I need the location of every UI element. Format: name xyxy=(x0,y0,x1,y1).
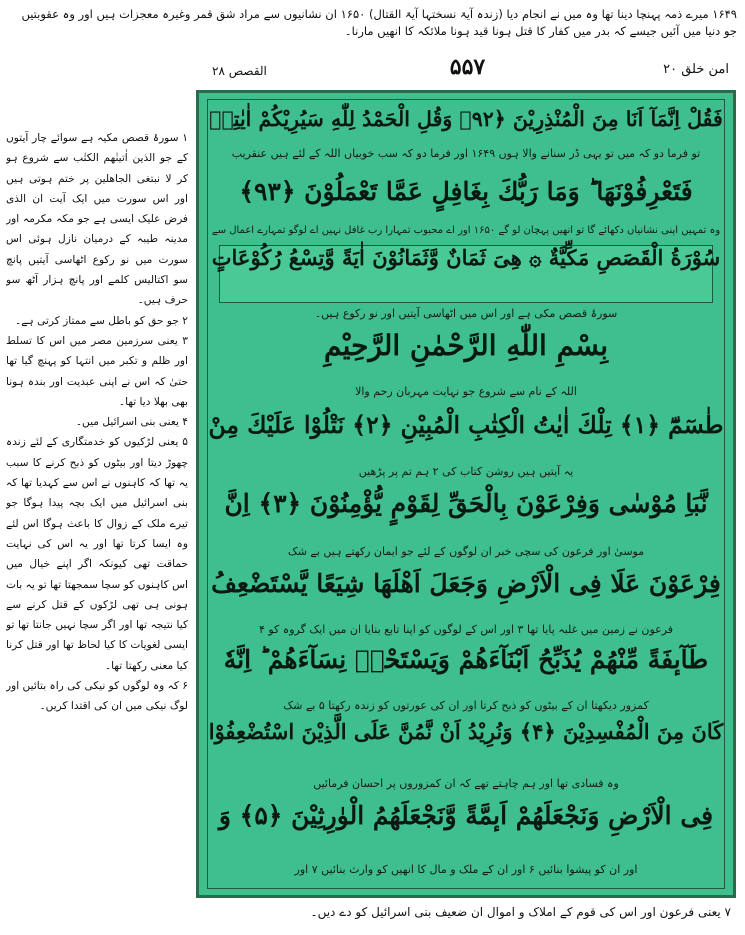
margin-note: ۲ جو حق کو باطل سے ممتاز کرتی ہے۔ xyxy=(15,314,188,327)
surah-title-line: سُوْرَةُ الْقَصَصِ مَكِّیَّةٌ ۞ هِیَ ثَمَانٌ وَّثَمَانُوْنَ اٰیَةً وَّتِسْعُ رُكُوْعَاتٍ xyxy=(211,245,721,270)
margin-commentary xyxy=(6,128,188,908)
top-footnote: ۱۶۴۹ میرے ذمہ پہنچا دینا تھا وہ میں نے انجام دیا (زندہ آیۃ نسختہا آیۃ القتال) ۱۶۵۰ ان نشانیوں سے مراد شق قمر وغیرہ معجزات ہیں اور وہ عقوبتیں جو دنیا میں آئیں جیسے کہ بدر میں کفار کا قتل ہونا قید ہونا ملائکہ کا انھیں مارنا۔ xyxy=(21,7,737,38)
translation-line: سورۂ قصص مکی ہے اور اس میں اٹھاسی آیتیں اور نو رکوع ہیں۔ xyxy=(314,307,618,320)
page-number: ۵۵۷ xyxy=(449,54,486,80)
margin-note: ۶ کہ وہ لوگوں کو نیکی کی راہ بتائیں اور لوگ نیکی میں ان کی اقتدا کریں۔ xyxy=(6,680,188,713)
translation-line: اللہ کے نام سے شروع جو نہایت مہربان رحم والا xyxy=(355,385,577,398)
margin-note: ۴ یعنی بنی اسرائیل میں۔ xyxy=(75,416,188,429)
quran-text-panel xyxy=(196,90,736,898)
translation-line: موسیٰ اور فرعون کی سچی خبر ان لوگوں کے لئے جو ایمان رکھتے ہیں بے شک xyxy=(287,545,645,558)
margin-note: ۱ سورۂ قصص مکیہ ہے سوائے چار آیتوں کے جو الذین اٰتینٰھم الکتٰب سے شروع ہو کر لا نبتغی الجاھلین پر ختم ہوتی ہیں اور اس سورت میں ایک آیت ان الذی فرض علیک ایسی ہے جو مکہ مکرمہ اور مدینہ طیبہ کے درمیان نازل ہوئی اس سورت میں نو رکوع اٹھاسی آیتیں پانچ سو اکتالیس کلمے اور پانچ ہزار آٹھ سو حرف ہیں۔ xyxy=(6,132,188,307)
arabic-line: طَآىٕفَةً مِّنْهُمْ یُذَبِّحُ اَبْنَآءَهُمْ وَیَسْتَحْیٖ نِسَآءَهُمْ ؕ اِنَّهٗ xyxy=(223,645,709,674)
translation-line: تو فرما دو کہ میں تو یہی ڈر سنانے والا ہوں ۱۶۴۹ اور فرما دو کہ سب خوبیاں اللہ کے لئے ہیں عنقریب xyxy=(231,147,701,160)
margin-note: ۵ یعنی لڑکیوں کو خدمتگاری کے لئے زندہ چھوڑ دیتا اور بیٹوں کو ذبح کرنے کا سبب یہ تھا کہ کاہنوں نے اس سے کہدیا تھا کہ بنی اسرائیل میں ایک بچہ پیدا ہوگا جو تیرے ملک کے زوال کا باعث ہوگا اس لئے وہ ایسا کرتا تھا اور یہ اس کی نہایت حماقت تھی کیونکہ اگر اپنے خیال میں اس کاہنوں کو سچا سمجھتا تھا تو یہ بات ہونی ہی تھی لڑکوں کے قتل کرنے سے کیا نتیجہ تھا اور اگر سچا نہیں جانتا تھا تو ایسی لغویات کا کیا لحاظ تھا اور قتل کرنا کیا معنی رکھتا تھا۔ xyxy=(6,436,188,672)
margin-note: ۳ یعنی سرزمین مصر میں اس کا تسلط اور ظلم و تکبر میں انتہا کو پہنچ گیا تھا حتیٰ کہ اس نے اپنی عبدیت اور بندہ ہونا بھی بھلا دیا تھا۔ xyxy=(6,334,188,408)
manzil-label: امن خلق ۲۰ xyxy=(663,62,729,77)
translation-line: اور ان کو پیشوا بنائیں ۶ اور ان کے ملک و مال کا انھیں کو وارث بنائیں ۷ اور xyxy=(294,863,638,876)
arabic-line: فِی الْاَرْضِ وَنَجْعَلَهُمْ اَىٕمَّةً وَّنَجْعَلَهُمُ الْوٰرِثِیْنَ ﴿۵﴾ وَ xyxy=(218,801,714,830)
translation-line: یہ آیتیں ہیں روشن کتاب کی ۲ ہم تم پر پڑھیں xyxy=(358,465,574,478)
arabic-line: فِرْعَوْنَ عَلَا فِی الْاَرْضِ وَجَعَلَ اَهْلَهَا شِیَعًا یَّسْتَضْعِفُ xyxy=(211,569,721,598)
arabic-line: فَتَعْرِفُوْنَهَا ؕ وَمَا رَبُّكَ بِغَافِلٍ عَمَّا تَعْمَلُوْنَ ﴿۹۳﴾ xyxy=(239,177,693,206)
arabic-line: كَانَ مِنَ الْمُفْسِدِیْنَ ﴿۴﴾ وَنُرِیْدُ اَنْ نَّمُنَّ عَلَى الَّذِیْنَ اسْتُضْعِفُوْا xyxy=(208,719,724,744)
surah-label: القصص ۲۸ xyxy=(212,64,267,78)
translation-line: وہ تمہیں اپنی نشانیاں دکھائے گا تو انھیں پہچان لو گے ۱۶۵۰ اور اے محبوب تمہارا رب غافل نہیں اے لوگو تمہارے اعمال سے xyxy=(211,225,721,236)
translation-line: کمزور دیکھتا ان کے بیٹوں کو ذبح کرتا اور ان کی عورتوں کو زندہ رکھتا ۵ بے شک xyxy=(283,699,649,712)
arabic-line: فَقُلْ اِنَّمَآ اَنَا مِنَ الْمُنْذِرِیْنَ ﴿۹۲﴾ وَقُلِ الْحَمْدُ لِلّٰهِ سَیُرِیْكُمْ اٰیٰتِهٖ xyxy=(209,107,723,131)
translation-line: وہ فسادی تھا اور ہم چاہتے تھے کہ ان کمزوروں پر احسان فرمائیں xyxy=(313,777,619,790)
bismillah-line: بِسْمِ اللّٰهِ الرَّحْمٰنِ الرَّحِیْمِ xyxy=(324,329,608,362)
translation-line: فرعون نے زمین میں غلبہ پایا تھا ۳ اور اس کے لوگوں کو اپنا تابع بنایا ان میں ایک گروہ کو ۴ xyxy=(258,623,674,636)
arabic-line: نَّبَاِ مُوْسٰى وَفِرْعَوْنَ بِالْحَقِّ لِقَوْمٍ یُّؤْمِنُوْنَ ﴿۳﴾ اِنَّ xyxy=(224,489,708,518)
page-header xyxy=(200,54,735,86)
bottom-footnote: ۷ یعنی فرعون اور اس کی قوم کے املاک و اموال ان ضعیف بنی اسرائیل کو دے دیں۔ xyxy=(310,905,731,919)
arabic-line: طٰسٓمّٓ ﴿۱﴾ تِلْكَ اٰیٰتُ الْكِتٰبِ الْمُبِیْنِ ﴿۲﴾ نَتْلُوْا عَلَیْكَ مِنْ xyxy=(208,411,724,439)
